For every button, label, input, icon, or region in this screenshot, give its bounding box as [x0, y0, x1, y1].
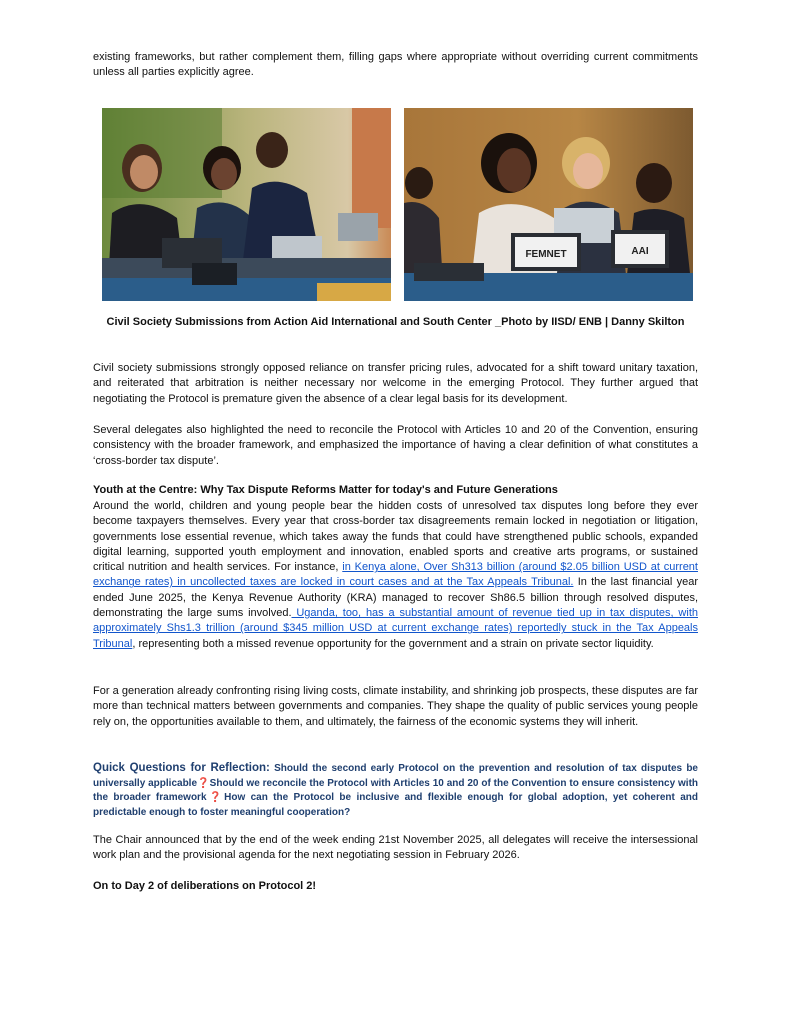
- paragraph-delegates: Several delegates also highlighted the need to reconcile the Protocol with Articles 10 and 20 of the Convention, ensuring consistency with the broader framework, and emphasized the importance of having a clear definition of what constitutes a ‘cross-border tax dispute’.: [93, 424, 698, 467]
- question-2: Should we reconcile the Protocol with Articles 10 and 20 of the Convention to ensure consistency with the broader framework: [93, 777, 699, 804]
- sign-femnet: FEMNET: [525, 249, 567, 260]
- paragraph-chair-announcement: The Chair announced that by the end of the week ending 21st November 2025, all delegates will receive the intersessional work plan and the provisional agenda for the next negotiating session in February 2026.: [93, 834, 698, 862]
- quick-questions-block: [93, 761, 698, 820]
- section-heading-youth: Youth at the Centre: Why Tax Dispute Reforms Matter for today's and Future Generations: [93, 484, 558, 496]
- question-mark-icon: ❓: [197, 777, 210, 789]
- question-3: How can the Protocol be inclusive and flexible enough for global adoption, yet coherent and predictable enough to foster meaningful cooperation?: [93, 792, 698, 818]
- intro-paragraph: existing frameworks, but rather complement them, filling gaps where appropriate without overriding current commitments unless all parties explicitly agree.: [93, 51, 698, 79]
- paragraph-civil-society: Civil society submissions strongly opposed reliance on transfer pricing rules, advocated for a shift toward unitary taxation, and reiterated that arbitration is neither necessary nor welcome in the emerging Protocol. They further argued that negotiating the Protocol is premature given the absence of a clear legal basis for its development.: [93, 362, 698, 405]
- paragraph-youth: [93, 499, 698, 652]
- quick-questions-lead: Quick Questions for Reflection:: [93, 762, 270, 774]
- photo-row: [102, 108, 692, 301]
- photo-caption: Civil Society Submissions from Action Aid International and South Center _Photo by IISD/ ENB | Danny Skilton: [106, 316, 685, 328]
- question-1: Should the second early Protocol on the prevention and resolution of tax disputes be universally applicable: [93, 763, 698, 789]
- link-uganda-tax-disputes[interactable]: Uganda, too, has a substantial amount of revenue tied up in tax disputes, with approximately Shs1.3 trillion (around $345 million USD at current exchange rates) reportedly stuck in the Tax Appeals Tribunal: [93, 607, 698, 650]
- paragraph-generation: For a generation already confronting rising living costs, climate instability, and shrinking job prospects, these disputes are far more than technical matters between governments and companies. They shape the quality of public services young people rely on, the opportunities available to them, and ultimately, the fairness of the economic systems they will inherit.: [93, 685, 698, 728]
- photo-left-image: [102, 108, 391, 301]
- photo-delegates-right: [404, 108, 693, 301]
- youth-text-1: Around the world, children and young people bear the hidden costs of unresolved tax disputes long before they ever become taxpayers themselves. Every year that cross-border tax disagreements remain locked in negotiation or litigation, governments lose essential revenue, which takes away the funds that could have strengthened public schools, expanded digital learning, supported youth employment and innovation, enabled sports and creative arts programs, or sustained critical nutrition and health services. For instance,: [93, 500, 698, 574]
- question-mark-icon: ❓: [206, 792, 225, 804]
- closing-line: On to Day 2 of deliberations on Protocol 2!: [93, 880, 317, 892]
- youth-text-2: In the last financial year ended June 2025, the Kenya Revenue Authority (KRA) managed to recover Sh86.5 billion through resolved disputes, demonstrating the large sums involved.: [93, 576, 698, 620]
- youth-text-3: , representing both a missed revenue opportunity for the government and a strain on private sector liquidity.: [132, 637, 654, 650]
- photo-right-image: [404, 108, 693, 301]
- link-kenya-tax-disputes[interactable]: in Kenya alone, Over Sh313 billion (around $2.05 billion USD at current exchange rates) in uncollected taxes are locked in court cases and at the Tax Appeals Tribunal.: [93, 561, 698, 589]
- photo-delegates-left: [102, 108, 391, 301]
- sign-aai: AAI: [631, 246, 649, 257]
